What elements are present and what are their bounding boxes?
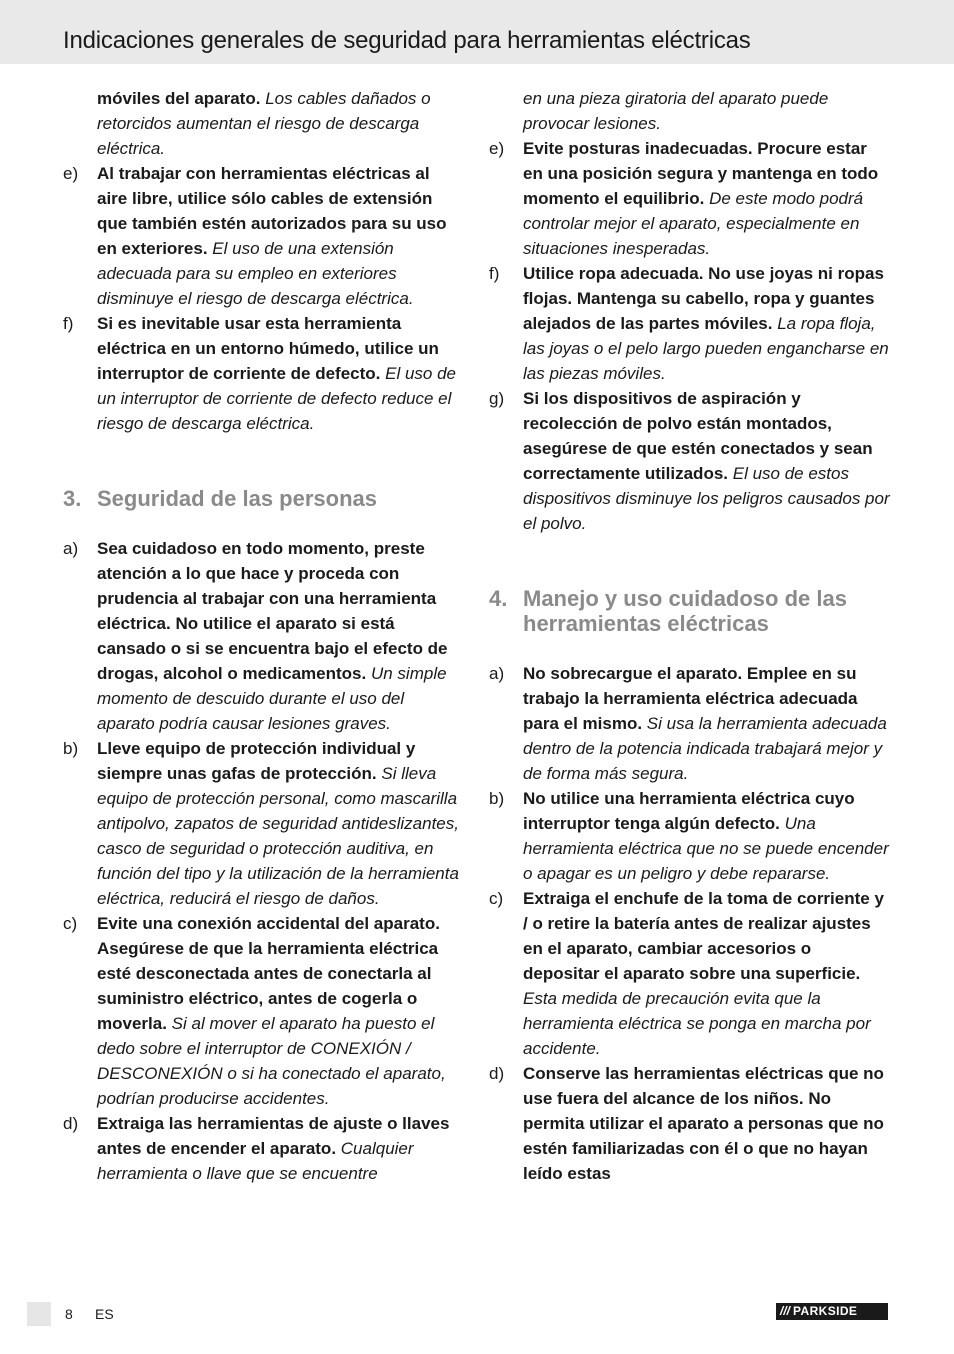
paragraph-italic: Esta medida de precaución evita que la herramienta eléctrica se ponga en marcha por accidente. [523,989,871,1058]
paragraph-bold: Si los dispositivos de aspiración y recolección de polvo están montados, asegúrese de que estén conectados y sean correctamente utilizados. [523,389,873,483]
list-letter: f) [63,314,74,333]
paragraph-bold: móviles del aparato. [97,89,261,108]
list-item-c [489,886,891,1061]
section-number: 3. [63,486,82,511]
spacer [63,511,463,536]
paragraph-italic: Una herramienta eléctrica que no se puede encender o apagar es un peligro y debe repararse. [523,814,889,883]
spacer [489,636,891,661]
section-title-text: Seguridad de las personas [97,486,377,511]
paragraph-continued [489,86,891,136]
list-item-b [489,786,891,886]
list-item-g [489,386,891,536]
paragraph-italic: Si al mover el aparato ha puesto el dedo sobre el interruptor de CONEXIÓN / DESCONEXIÓN o si ha conectado el aparato, podrían producirse accidentes. [97,1014,446,1108]
paragraph-bold: Lleve equipo de protección individual y siempre unas gafas de protección. [97,739,416,783]
list-letter: d) [489,1064,505,1083]
list-letter: e) [63,164,79,183]
list-letter: a) [489,664,505,683]
list-letter: b) [489,789,505,808]
paragraph-italic: Si lleva equipo de protección personal, como mascarilla antipolvo, zapatos de seguridad antideslizantes, casco de seguridad o protección auditiva, en función del tipo y la utilización de la herramienta eléctrica, reducirá el riesgo de daños. [97,764,459,908]
paragraph-bold: Extraiga el enchufe de la toma de corriente y / o retire la batería antes de realizar ajustes en el aparato, cambiar accesorios o depositar el aparato sobre una superficie. [523,889,884,983]
list-item-f [489,261,891,386]
spacer [63,436,463,486]
paragraph-bold: Si es inevitable usar esta herramienta eléctrica en un entorno húmedo, utilice un interruptor de corriente de defecto. [97,314,439,383]
parkside-logo [776,1303,888,1320]
paragraph-italic: Los cables dañados o retorcidos aumentan el riesgo de descarga eléctrica. [97,89,431,158]
list-letter: g) [489,389,505,408]
paragraph-continued [63,86,463,161]
list-letter: a) [63,539,79,558]
section-heading-4 [489,586,891,636]
language-code: ES [95,1306,114,1322]
paragraph-bold: Utilice ropa adecuada. No use joyas ni ropas flojas. Mantenga su cabello, ropa y guantes alejados de las partes móviles. [523,264,884,333]
list-item-f [63,311,463,436]
right-column [489,86,891,1186]
list-item-d [489,1061,891,1186]
paragraph-bold: Extraiga las herramientas de ajuste o llaves antes de encender el aparato. [97,1114,450,1158]
list-letter: d) [63,1114,79,1133]
page-number: 8 [65,1306,73,1322]
list-letter: c) [489,889,504,908]
paragraph-bold: Sea cuidadoso en todo momento, preste atención a lo que hace y proceda con prudencia al trabajar con una herramienta eléctrica. No utilice el aparato si está cansado o si se encuentra bajo el efecto de drogas, alcohol o medicamentos. [97,539,448,683]
logo-slashes: /// [780,1304,791,1318]
paragraph-italic: La ropa floja, las joyas o el pelo largo pueden engancharse en las piezas móviles. [523,314,889,383]
list-item-a [63,536,463,736]
list-item-e [63,161,463,311]
paragraph-italic: en una pieza giratoria del aparato puede provocar lesiones. [523,89,829,133]
paragraph-italic: El uso de estos dispositivos disminuye los peligros causados por el polvo. [523,464,890,533]
paragraph-bold: Evite posturas inadecuadas. Procure estar en una posición segura y mantenga en todo momento el equilibrio. [523,139,879,208]
paragraph-italic: El uso de un interruptor de corriente de defecto reduce el riesgo de descarga eléctrica. [97,364,457,433]
list-letter: c) [63,914,78,933]
paragraph-italic: Si usa la herramienta adecuada dentro de la potencia indicada trabajará mejor y de forma más segura. [523,714,887,783]
paragraph-bold: Conserve las herramientas eléctricas que no use fuera del alcance de los niños. No permita utilizar el aparato a personas que no estén familiarizadas con él o que no hayan leído estas [523,1064,884,1183]
section-heading-3 [63,486,463,511]
paragraph-bold: Al trabajar con herramientas eléctricas al aire libre, utilice sólo cables de extensión que también estén autorizados para su uso en exteriores. [97,164,447,258]
list-item-c [63,911,463,1111]
list-letter: f) [489,264,500,283]
section-title-text: Manejo y uso cuidadoso de las herramientas eléctricas [523,586,847,636]
list-item-a [489,661,891,786]
paragraph-italic: El uso de una extensión adecuada para su empleo en exteriores disminuye el riesgo de descarga eléctrica. [97,239,414,308]
list-letter: b) [63,739,79,758]
list-item-d [63,1111,463,1186]
section-number: 4. [489,586,508,611]
list-letter: e) [489,139,505,158]
paragraph-italic: Un simple momento de descuido durante el uso del aparato podría causar lesiones graves. [97,664,447,733]
page-title: Indicaciones generales de seguridad para herramientas eléctricas [63,27,751,54]
spacer [489,536,891,586]
paragraph-italic: De este modo podrá controlar mejor el aparato, especialmente en situaciones inesperadas. [523,189,864,258]
list-item-b [63,736,463,911]
logo-text: PARKSIDE [793,1304,858,1318]
paragraph-bold: No sobrecargue el aparato. Emplee en su trabajo la herramienta eléctrica adecuada para el mismo. [523,664,858,733]
left-column [63,86,463,1186]
paragraph-bold: No utilice una herramienta eléctrica cuyo interruptor tenga algún defecto. [523,789,855,833]
paragraph-italic: Cualquier herramienta o llave que se encuentre [97,1139,414,1183]
paragraph-bold: Evite una conexión accidental del aparato. Asegúrese de que la herramienta eléctrica esté desconectada antes de conectarla al suministro eléctrico, antes de cogerla o moverla. [97,914,440,1033]
list-item-e [489,136,891,261]
footer-marker-box [27,1302,51,1326]
